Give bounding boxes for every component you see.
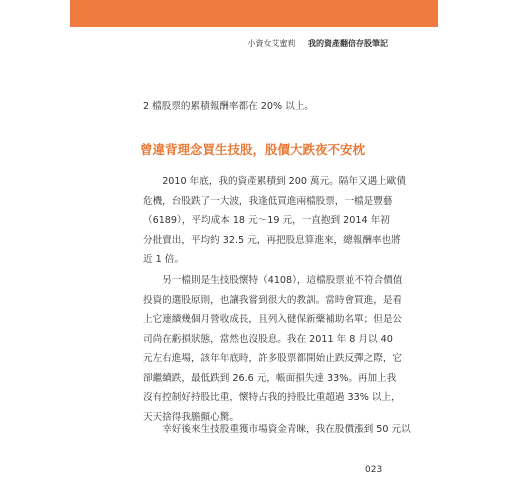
paragraph-line: 天天捨得我膽顫心驚。 [143, 411, 239, 423]
intro-paragraph [143, 97, 387, 117]
paragraph-3 [143, 271, 403, 427]
header-color-band [70, 0, 438, 27]
paragraph-line: 投資的選股原則，也讓我嘗到很大的教訓。當時會買進，是看 [143, 294, 403, 306]
header-author: 小資女艾蜜莉 [247, 39, 296, 48]
paragraph-line: 危機，台股跌了一大波，我逢低買進兩檔股票，一檔是豐藝 [143, 195, 393, 207]
running-header [247, 38, 388, 49]
intro-line: 2 檔股票的累積報酬率都在 20% 以上。 [143, 101, 314, 112]
page-number: 023 [365, 465, 383, 475]
paragraph-line: 司尚在虧損狀態，當然也沒股息。我在 2011 年 8 月以 40 [143, 333, 393, 345]
section-heading: 曾違背理念買生技股，股價大跌夜不安枕 [140, 142, 366, 157]
paragraph-4 [143, 420, 411, 440]
paragraph-line: 另一檔則是生技股懷特（4108），這檔股票並不符合價值 [162, 275, 403, 286]
paragraph-line: 卻繼續跌，最低跌到 26.6 元，帳面損失達 33%。再加上我 [143, 372, 397, 384]
paragraph-line: 分批賣出，平均約 32.5 元，再把股息算進來，總報酬率也將 [143, 234, 401, 246]
paragraph-line: 上它連續幾個月營收成長，且列入健保新藥補助名單；但是公 [143, 314, 403, 325]
paragraph-line: 幸好後來生技股重獲市場資金青睞，我在股價漲到 50 元以 [162, 424, 411, 435]
paragraph-line: （6189），平均成本 18 元～19 元，一直抱到 2014 年初 [143, 215, 390, 226]
paragraph-line: 沒有控制好持股比重，懷特占我的持股比重超過 33% 以上， [143, 392, 401, 403]
paragraph-2 [143, 172, 406, 270]
paragraph-line: 近 1 倍。 [143, 254, 184, 265]
header-book-title: 我的資產翻倍存股筆記 [308, 39, 388, 48]
paragraph-line: 元左右進場，該年年底時，許多股票都開始止跌反彈之際，它 [143, 353, 403, 364]
paragraph-line: 2010 年底，我的資產累積到 200 萬元。隔年又遇上歐債 [162, 176, 406, 187]
